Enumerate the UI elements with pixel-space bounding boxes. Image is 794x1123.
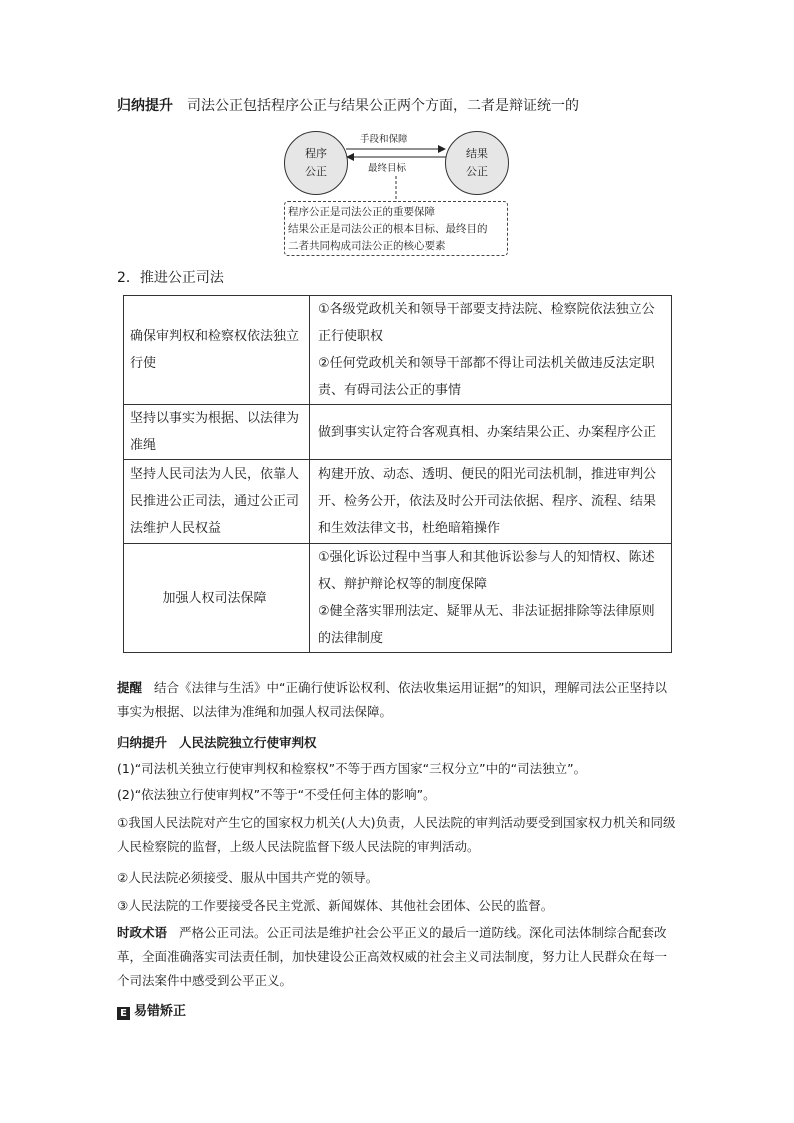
result-justice-circle [445,131,509,195]
cell-point: ②任何党政机关和领导干部都不得让司法机关做违反法定职责、有碍司法公正的事情 [318,356,655,398]
section-title: 2．推进公正司法 [117,270,224,286]
summary-point: ③人民法院的工作要接受各民主党派、新闻媒体、其他社会团体、公民的监督。 [117,898,554,913]
summary-text: 司法公正包括程序公正与结果公正两个方面，二者是辩证统一的 [187,98,579,114]
box-line: 结果公正是司法公正的根本目标、最终目的 [288,223,488,235]
down-connector [390,176,402,202]
diagram-summary-box [284,201,508,256]
summary-heading-2 [117,731,677,755]
circle-label-line: 程序 [305,147,327,160]
procedural-justice-circle [284,131,348,195]
table-row [124,544,672,653]
table-row [124,405,672,460]
cell-point: 做到事实认定符合客观真相、办案结果公正、办案程序公正 [318,424,657,440]
table-cell-right [310,460,672,544]
circle-label-line: 结果 [466,147,488,160]
summary-point: ②人民法院必须接受、服从中国共产党的领导。 [117,870,379,885]
table-cell-left: 坚持人民司法为人民，依靠人民推进公正司法，通过公正司法维护人民权益 [124,460,310,544]
tip-paragraph [117,676,677,724]
table-cell-left: 坚持以事实为根据、以法律为准绳 [124,405,310,460]
table-cell-right [310,296,672,405]
cell-point: ①各级党政机关和领导干部要支持法院、检察院依法独立公正行使职权 [318,302,655,344]
box-line: 程序公正是司法公正的重要保障 [288,206,435,218]
summary-point: ①我国人民法院对产生它的国家权力机关(人大)负责，人民法院的审判活动要受到国家权力机关和同级人民检察院的监督，上级人民法院监督下级人民法院的审判活动。 [117,815,676,854]
cell-point: ①强化诉讼过程中当事人和其他诉讼参与人的知情权、陈述权、辩护辩论权等的制度保障 [318,550,655,592]
cell-point: ②健全落实罪刑法定、疑罪从无、非法证据排除等法律原则的法律制度 [318,604,655,646]
summary-title: 人民法院独立行使审判权 [179,735,317,750]
circle-label-line: 公正 [305,165,327,178]
top-arrow-label: 手段和保障 [360,134,408,145]
table-cell-right [310,544,672,653]
politics-text: 严格公正司法。公正司法是维护社会公平正义的最后一道防线。深化司法体制综合配套改革，全面准确落实司法责任制，加快建设公正高效权威的社会主义司法制度，努力让人民群众在每一个司法案件中感受到公平正义。 [117,925,668,988]
right-arrow-icon [438,145,446,153]
summary-label: 归纳提升 [117,735,168,750]
table-row [124,460,672,544]
bottom-arrow-label: 最终目标 [368,163,407,174]
summary-label: 归纳提升 [117,98,173,114]
circle-label-line: 公正 [466,165,488,178]
table-cell-right [310,405,672,460]
tip-text: 结合《法律与生活》中“正确行使诉讼权利、依法收集运用证据”的知识，理解司法公正坚持以事实为根据、以法律为准绳和加强人权司法保障。 [117,680,667,719]
correction-heading [117,1003,186,1021]
table-row [124,296,672,405]
correction-icon: E [117,1007,130,1020]
summary-point: (1)“司法机关独立行使审判权和检察权”不等于西方国家“三权分立”中的“司法独立”。 [117,761,587,776]
correction-label: 易错矫正 [134,1004,187,1019]
summary-point: (2)“依法独立行使审判权”不等于“不受任何主体的影响”。 [117,787,436,802]
table-cell-left: 确保审判权和检察权依法独立行使 [124,296,310,405]
justice-table [123,295,672,653]
box-line: 二者共同构成司法公正的核心要素 [288,240,446,252]
cell-point: 构建开放、动态、透明、便民的阳光司法机制，推进审判公开、检务公开，依法及时公开司法依据、程序、流程、结果和生效法律文书，杜绝暗箱操作 [318,467,657,536]
table-cell-left: 加强人权司法保障 [124,544,310,653]
diagram-arrows [346,140,448,170]
left-arrow-icon [346,153,354,161]
tip-label: 提醒 [117,680,143,695]
politics-paragraph [117,921,677,993]
summary-heading-1 [117,95,579,115]
politics-label: 时政术语 [117,925,168,940]
